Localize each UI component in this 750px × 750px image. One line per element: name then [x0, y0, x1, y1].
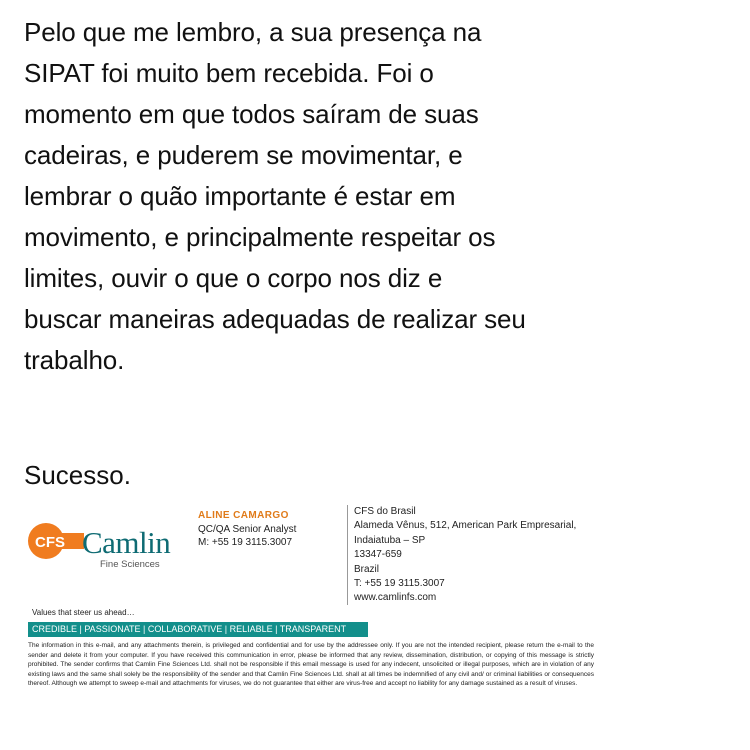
message-line: momento em que todos saíram de suas [24, 99, 479, 129]
address-country: Brazil [354, 563, 380, 575]
logo-mark-text: CFS [35, 534, 65, 551]
contact-phone: M: +55 19 3115.3007 [198, 537, 293, 548]
message-line: cadeiras, e puderem se movimentar, e [24, 140, 463, 170]
message-line: Pelo que me lembro, a sua presença na [24, 17, 482, 47]
message-line: lembrar o quão importante é estar em [24, 181, 456, 211]
logo-subtitle: Fine Sciences [100, 559, 160, 570]
email-signature [22, 505, 602, 725]
closing-text: Sucesso. [24, 460, 131, 490]
divider [347, 505, 348, 605]
message-line: movimento, e principalmente respeitar os [24, 222, 496, 252]
company-logo [26, 519, 186, 569]
address-company: CFS do Brasil [354, 506, 416, 517]
website-link[interactable]: www.camlinfs.com [354, 592, 437, 604]
contact-block [198, 509, 296, 550]
contact-name: ALINE CAMARGO [198, 510, 289, 521]
address-zip: 13347-659 [354, 549, 402, 561]
message-line: trabalho. [24, 345, 125, 375]
message-line: SIPAT foi muito bem recebida. Foi o [24, 58, 434, 88]
address-street: Alameda Vênus, 512, American Park Empresarial, [354, 520, 577, 532]
contact-role: QC/QA Senior Analyst [198, 523, 297, 535]
logo-brand: Camlin [82, 525, 171, 560]
cfs-logo-icon [26, 519, 88, 565]
message-line: buscar maneiras adequadas de realizar seu [24, 304, 526, 334]
values-bar: CREDIBLE | PASSIONATE | COLLABORATIVE | RELIABLE | TRANSPARENT [28, 622, 368, 637]
address-city: Indaiatuba – SP [354, 534, 426, 546]
message-line: limites, ouvir o que o corpo nos diz e [24, 263, 443, 293]
message-body [24, 12, 724, 381]
values-title: Values that steer us ahead… [32, 608, 135, 617]
address-phone: T: +55 19 3115.3007 [354, 578, 445, 590]
legal-disclaimer: The information in this e-mail, and any attachments therein, is privileged and confidential and for use by the addressee only. If you are not the intended recipient, please return the e-mail to the sender and delete it from your computer. If you have received this communication in error, please be informed that any review, dissemination, distribution, or copying of this message is strictly prohibited. The sender confirms that Camlin Fine Sciences Ltd. shall not be responsible if this email message is used for any indecent, unsolicited or illegal purposes, which are in violation of any existing laws and the same shall solely be the responsibility of the sender and that Camlin Fine Sciences Ltd. shall at all times be indemnified of any civil and/ or criminal liabilities or consequences thereof. Although we attempt to sweep e-mail and attachments for viruses, we do not guarantee that either are virus-free and accept no liability for any damage sustained as a result of viruses. [28, 642, 594, 687]
address-block [354, 505, 576, 606]
